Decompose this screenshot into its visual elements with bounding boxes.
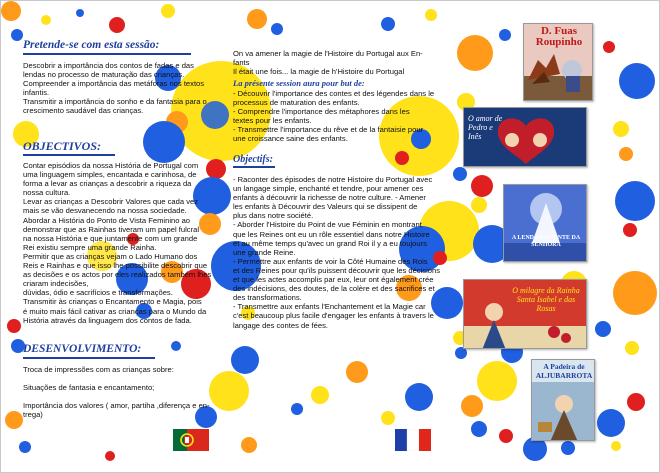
blue-dot (405, 383, 433, 411)
book-title: O milagre da Rainha Santa Isabel e das Rosas (512, 286, 580, 313)
blue-dot (11, 29, 23, 41)
text-line: mais se vão desvanecendo na nossa sociedade. (23, 206, 187, 216)
france-flag (395, 429, 431, 451)
portugal-flag (173, 429, 209, 451)
blue-dot (76, 9, 84, 17)
section-text (233, 175, 449, 330)
blue-dot (471, 421, 487, 437)
section-heading: Pretende-se com esta sessão: (23, 39, 160, 51)
blue-dot (171, 341, 181, 351)
section-text (23, 161, 235, 325)
blue-dot (271, 23, 283, 35)
section-text (233, 89, 453, 144)
red-dot (623, 223, 637, 237)
text-line: - Transmettre aux enfants l'Enchantement et la Magie car (233, 302, 426, 312)
text-line: et au même temps qu'avec un grand Roi il y a eu toujours (233, 238, 427, 248)
text-line: Reis e Rainhas e que isso lhe possibilite descobrir que (23, 261, 208, 271)
red-dot (105, 451, 115, 461)
text-line: processus de maturation des enfants. (233, 98, 360, 108)
text-line: que les Reines ont eu un rôle essentiel dans notre Histoire (233, 229, 430, 239)
blue-dot (619, 63, 655, 99)
orange-dot (247, 9, 267, 29)
blue-dot (561, 441, 575, 455)
yellow-dot (613, 121, 629, 137)
blue-dot (615, 181, 655, 221)
text-line: infantis. (23, 88, 50, 98)
blue-dot (143, 121, 185, 163)
blue-dot (595, 321, 611, 337)
blue-dot (381, 17, 395, 31)
text-line: dúvidas, ódio e sacrifícios e transformações. (23, 288, 173, 298)
text-line: et que les actes accomplis par eux, leur ont également crée (233, 275, 434, 285)
text-line: Descobrir a importância dos contos de fadas e das (23, 61, 194, 70)
text-line: forma a levar as crianças a descobrir a riqueza da (23, 179, 192, 189)
text-line: des transformations. (233, 293, 302, 303)
blue-dot (597, 409, 625, 437)
yellow-dot (625, 341, 639, 355)
orange-dot (5, 411, 23, 429)
text-line: plus dans notre société. (233, 211, 314, 221)
text-line: un langage simple, enchanté et tendre, pour amener ces (233, 184, 424, 194)
text-line: Rei existiu sempre uma grande Rainha. (23, 242, 157, 252)
orange-dot (346, 361, 368, 383)
text-line: é muito mais fácil cativar as crianças para o Mundo da (23, 306, 207, 316)
text-line: enfants à découvrir la richesse de notre culture. - Amener (233, 193, 426, 203)
yellow-dot (477, 361, 517, 401)
book-title: A Padeira de ALJUBARROTA (535, 362, 593, 380)
book-title: O amor de Pedro e Inês (468, 114, 503, 141)
text-line: lendas no processo de maturação das crianças. (23, 70, 185, 80)
text-line: crescimento saudável das crianças. (23, 106, 144, 116)
orange-dot (1, 1, 21, 21)
text-line: - Découvrir l'importance des contes et des légendes dans le (233, 89, 435, 98)
red-dot (7, 319, 21, 333)
text-line: les enfants à Découvrir des Valeurs qui se dissipent de (233, 202, 418, 212)
section-heading: OBJECTIVOS: (23, 139, 102, 153)
blue-dot (499, 29, 511, 41)
heading-underline (23, 53, 191, 55)
orange-dot (461, 395, 483, 417)
book-cover (463, 107, 587, 167)
heading-underline (233, 166, 275, 168)
text-line: - Raconter des épisodes de notre Histoire du Portugal avec (233, 175, 433, 184)
text-line: - Transmettre l'importance du rêve et de la fantaisie pour (233, 125, 424, 135)
book-cover (531, 359, 595, 441)
text-line: - Comprendre l'importance des métaphores dans les (233, 107, 410, 117)
text-line: Troca de impressões com as crianças sobre: (23, 365, 174, 374)
text-line: - Aborder l'Histoire du Point de vue Féminin en montrant (233, 220, 422, 230)
section-text (23, 61, 233, 116)
section-heading: DESENVOLVIMENTO: (23, 343, 142, 355)
red-dot (499, 429, 513, 443)
section-heading: Objectifs: (233, 154, 273, 165)
blue-dot (291, 403, 303, 415)
book-cover (503, 184, 587, 262)
text-line: Compreender a importância das metáforas nos textos (23, 79, 205, 89)
book-title: D. Fuas Roupinho (535, 25, 583, 48)
text-line: uma linguagem simples, encantada e carinhosa, de (23, 170, 197, 180)
text-line: nossa cultura. (23, 188, 71, 198)
book-title: A LENDA DA FONTE DA SENHORA (511, 235, 581, 248)
heading-underline (23, 154, 115, 156)
text-line: Transmitir a importância do sonho e da fantasia para o (23, 97, 207, 107)
heading-underline (23, 357, 155, 359)
text-line: Importância dos valores ( amor, partiha ,diferença e en- (23, 401, 210, 411)
section-heading: La présente session aura pour but de: (233, 78, 365, 88)
text-line: - Permettre aux enfants de voir la Côté Humaine des Rois (233, 256, 428, 266)
red-dot (627, 393, 645, 411)
orange-dot (241, 437, 257, 453)
intro-text (233, 49, 453, 76)
red-dot (603, 41, 615, 53)
red-dot (471, 175, 493, 197)
orange-dot (619, 147, 633, 161)
text-line: Il était une fois... la magie de h'Histoire du Portugal (233, 67, 405, 77)
text-line: Contar episódios da nossa História de Portugal com (23, 161, 199, 170)
yellow-dot (471, 197, 487, 213)
text-line: Abordar a História do Ponto de Vista Feminino ao (23, 215, 191, 225)
book-cover (463, 279, 587, 349)
text-line: fants (233, 58, 250, 68)
blue-dot (453, 167, 467, 181)
yellow-dot (311, 386, 329, 404)
section-text (23, 365, 233, 419)
text-line: Levar as crianças a Descobrir Valores que cada vez (23, 197, 199, 207)
text-line: Situações de fantasia e encantamento; (23, 383, 155, 393)
book-cover (523, 23, 593, 101)
blue-dot (231, 346, 259, 374)
red-dot (395, 151, 409, 165)
text-line: textes pour les enfants. (233, 116, 312, 126)
yellow-dot (611, 441, 621, 451)
text-line: criaram indecisões, (23, 279, 89, 289)
text-line: une croissance saine des enfants. (233, 134, 348, 144)
yellow-dot (381, 411, 395, 425)
text-line: des indécisions, des doutes, de la colère et des sacrifices et (233, 284, 435, 294)
text-line: Transmitir às crianças o Encantamento e Magia, pois (23, 297, 202, 307)
text-line: as decisões e os actos por eles realizados também lhes (23, 270, 212, 280)
text-line: trega) (23, 410, 43, 420)
blue-dot (19, 441, 31, 453)
text-line: História através da linguagem dos contos de fada. (23, 315, 192, 325)
text-line: c'est beaucoup plus facile d'engager les enfants à travers le (233, 311, 434, 321)
text-line: et des Reines pour qu'ils puissent découvrir que les décisions (233, 265, 441, 275)
yellow-dot (41, 15, 51, 25)
text-line: On va amener la magie de l'Histoire du Portugal aux En- (233, 49, 423, 58)
yellow-dot (161, 4, 175, 18)
text-line: langage des contes de fées. (233, 320, 328, 330)
text-line: une grande Reine. (233, 247, 296, 257)
text-line: na nossa História e que juntamente com um grande (23, 233, 198, 243)
red-dot (109, 17, 125, 33)
text-line: demonstrar que as Rainhas tiveram um papel fulcral (23, 224, 200, 234)
yellow-dot (425, 9, 437, 21)
text-line: Permitir que as crianças vejam o Lado Humano dos (23, 251, 198, 261)
orange-dot (613, 271, 657, 315)
orange-dot (457, 35, 493, 71)
